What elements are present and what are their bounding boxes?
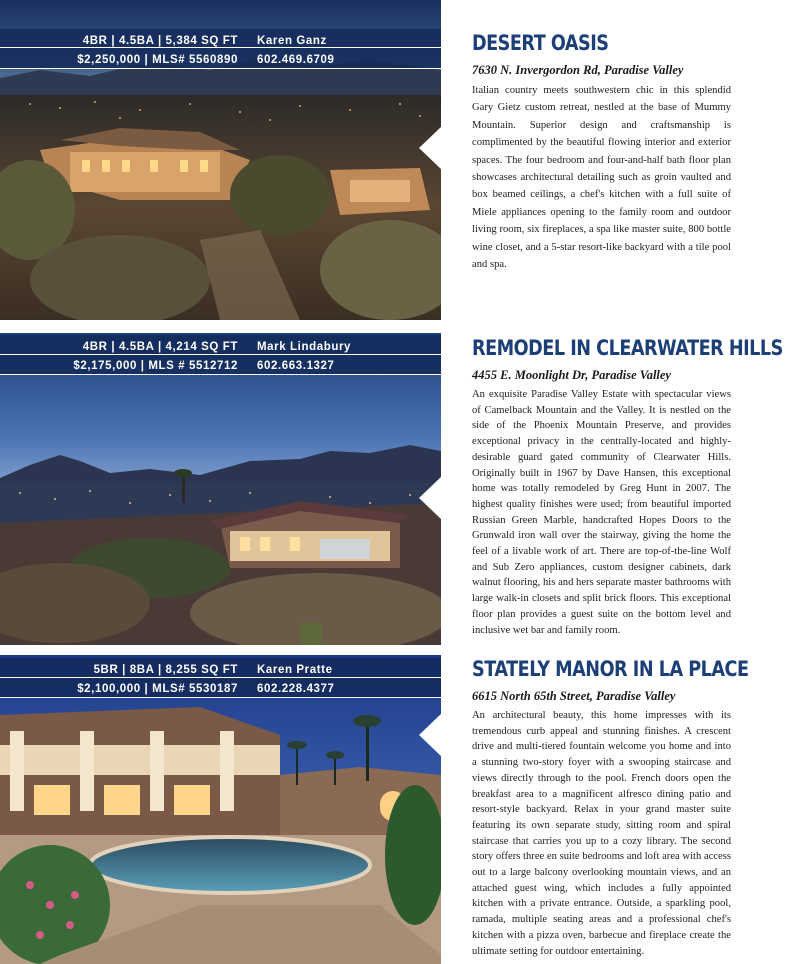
agent-phone: 602.469.6709 [257,54,335,66]
listing-specs: 4BR | 4.5BA | 5,384 SQ FT [82,35,238,47]
listing-description: Italian country meets southwestern chic in this splendid Gary Gietz custom retreat, nestled at the base of Mummy Mountain. Superior design and craftsmanship is complimented by the beautiful flowing interior and exterior spaces. The four bedroom and four-and-half bath floor plan showcases architectural detailing such as groin vaulted and box beamed ceilings, a chef's kitchen with a full suite of Miele appliances opening to the family room and outdoor living room, six fireplaces, a spa like master suite, 800 bottle wine closet, and a 5-star resort-like backyard with a tile pool and spa. [472,85,731,271]
listing-address: 6615 North 65th Street, Paradise Valley [472,689,676,703]
listing-description: An exquisite Paradise Valley Estate with spectacular views of Camelback Mountain and the Valley. It is nestled on the side of the Phoenix Mountain Preserve, and provides exceptional privacy in the centrally-located and highly-desirable guard gated community of Clearwater Hills. Originally built in 1967 by Dave Hansen, this exceptional home was totally remodeled by Greg Hunt in 2007. The highest quality finishes were used; from beautiful imported Russian Green Marble, handcrafted Hopes Doors to the Grunwald iron wall over the stairway, giving the home the feel of a livable work of art. There are top-of-the-line Wolf and Sub Zero appliances, custom designer cabinets, dark walnut flooring, his and hers separate master bathrooms with large walk-in closets and split brick floors. This exceptional floor plan provides a guest suite on the bottom level and inclusive wet bar and family room. [472,389,731,636]
listing-info-bar [0,335,441,375]
listing-title: REMODEL IN CLEARWATER HILLS [472,336,783,360]
divider-line [0,354,441,355]
listing-price-mls: $2,250,000 | MLS# 5560890 [77,54,238,66]
listing-specs: 4BR | 4.5BA | 4,214 SQ FT [82,341,238,353]
listing-photo [0,333,441,645]
listing-stately-manor-la-place [0,655,789,964]
agent-phone: 602.228.4377 [257,683,335,695]
listing-address: 7630 N. Invergordon Rd, Paradise Valley [472,63,684,77]
divider-line [0,68,441,69]
listing-price-mls: $2,100,000 | MLS# 5530187 [77,683,238,695]
listing-title: DESERT OASIS [472,31,609,55]
listing-text [472,334,783,638]
listing-title: STATELY MANOR IN LA PLACE [472,657,749,681]
listing-desert-oasis [0,0,789,320]
divider-line [0,697,441,698]
photo-notch [419,713,442,757]
photo-notch [419,476,442,520]
divider-line [0,677,441,678]
agent-phone: 602.663.1327 [257,360,335,372]
listing-remodel-clearwater-hills [0,333,789,645]
agent-name: Karen Pratte [257,664,333,676]
mountain-view-home-photo [0,333,441,645]
listing-text [472,29,731,273]
divider-line [0,374,441,375]
listing-photo [0,655,441,964]
listing-info-bar [0,29,441,69]
listing-price-mls: $2,175,000 | MLS # 5512712 [73,360,238,372]
listing-specs: 5BR | 8BA | 8,255 SQ FT [93,664,238,676]
photo-notch [419,126,442,170]
agent-name: Mark Lindabury [257,341,352,353]
listing-address: 4455 E. Moonlight Dr, Paradise Valley [472,368,671,382]
listing-text [472,655,749,959]
manor-pool-photo [0,655,441,964]
agent-name: Karen Ganz [257,35,327,47]
listing-info-bar [0,658,441,698]
listing-description: An architectural beauty, this home impresses with its tremendous curb appeal and stunning finishes. A crescent drive and multi-tiered fountain welcome you home and into a stunning two-story foyer with a swooping staircase and views directly through to the pool. French doors open the breakfast area to a magnificent alfresco dining patio and resort-style backyard. Relax in your grand master suite featuring its own separate study, sitting room and spiral staircase that carries you up to a cozy library. The second story offers three en suite bedrooms and loft area with access out to a large balcony overlooking mountain views, and an attached guest wing, which includes a fully appointed kitchen with a private entrance. Outside, a sparkling pool, ramada, multiple seating areas and a professional chef's kitchen with a pizza oven, barbecue and fireplace create the ultimate setting for outdoor entertaining. [472,710,731,957]
